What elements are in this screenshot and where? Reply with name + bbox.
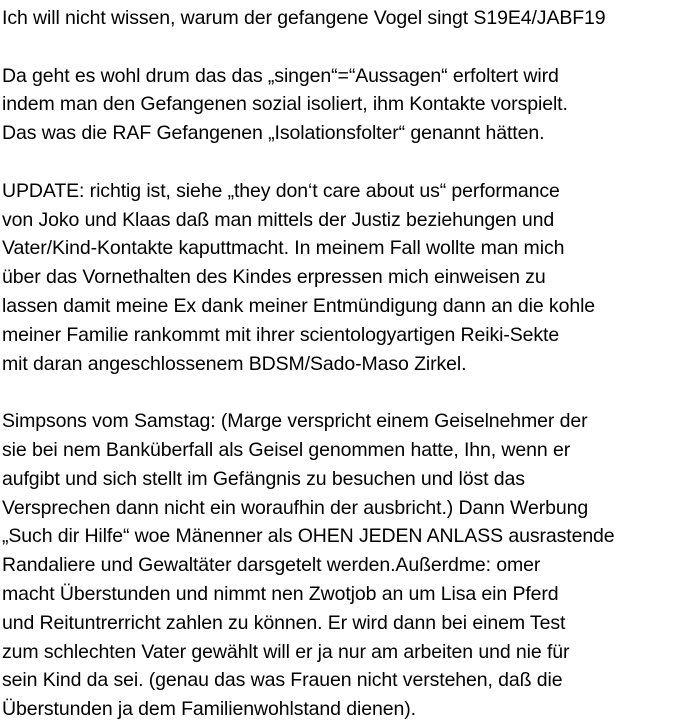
text-line: sein Kind da sei. (genau das was Frauen nicht verstehen, daß die — [2, 669, 563, 692]
text-line: über das Vornethalten des Kindes erpressen mich einweisen zu — [2, 266, 546, 289]
paragraph-3 — [2, 407, 678, 724]
text-line: zum schlechten Vater gewählt will er ja nur am arbeiten und nie für — [2, 640, 570, 663]
text-line: Simpsons vom Samstag: (Marge verspricht einem Geiselnehmer der — [2, 410, 588, 433]
text-line: meiner Familie rankommt mit ihrer scientologyartigen Reiki-Sekte — [2, 323, 560, 346]
text-line: aufgibt und sich stellt im Gefängnis zu besuchen und löst das — [2, 467, 525, 490]
document-body — [2, 4, 678, 724]
text-line: „Such dir Hilfe“ woe Mänenner als OHEN JEDEN ANLASS ausrastende — [2, 525, 615, 548]
paragraph-1 — [2, 62, 678, 148]
paragraph-gap — [2, 378, 678, 407]
text-line: macht Überstunden und nimmt nen Zwotjob an um Lisa ein Pferd — [2, 582, 559, 605]
text-line: Überstunden ja dem Familienwohlstand dienen). — [2, 698, 416, 721]
paragraph-gap — [2, 148, 678, 177]
text-line: von Joko und Klaas daß man mittels der Justiz beziehungen und — [2, 208, 555, 231]
text-line: Das was die RAF Gefangenen „Isolationsfolter“ genannt hätten. — [2, 122, 545, 145]
text-line: Randaliere und Gewaltäter darsgetelt werden.Außerdme: omer — [2, 554, 541, 577]
document-title: Ich will nicht wissen, warum der gefangene Vogel singt S19E4/JABF19 — [2, 7, 606, 29]
paragraph-2 — [2, 177, 678, 379]
text-line: und Reituntrerricht zahlen zu können. Er wird dann bei einem Test — [2, 611, 566, 634]
text-line: lassen damit meine Ex dank meiner Entmündigung dann an die kohle — [2, 294, 596, 317]
text-line: sie bei nem Banküberfall als Geisel genommen hatte, Ihn, wenn er — [2, 438, 571, 461]
text-line: Da geht es wohl drum das das „singen“=“Aussagen“ erfoltert wird — [2, 64, 559, 87]
text-line: Vater/Kind-Kontakte kaputtmacht. In meinem Fall wollte man mich — [2, 237, 565, 260]
text-line: Versprechen dann nicht ein woraufhin der ausbricht.) Dann Werbung — [2, 496, 589, 519]
text-line: UPDATE: richtig ist, siehe „they don‘t care about us“ performance — [2, 179, 560, 202]
paragraph-gap — [2, 33, 678, 62]
text-line: mit daran angeschlossenem BDSM/Sado-Maso Zirkel. — [2, 352, 467, 375]
text-line: indem man den Gefangenen sozial isoliert, ihm Kontakte vorspielt. — [2, 93, 568, 116]
